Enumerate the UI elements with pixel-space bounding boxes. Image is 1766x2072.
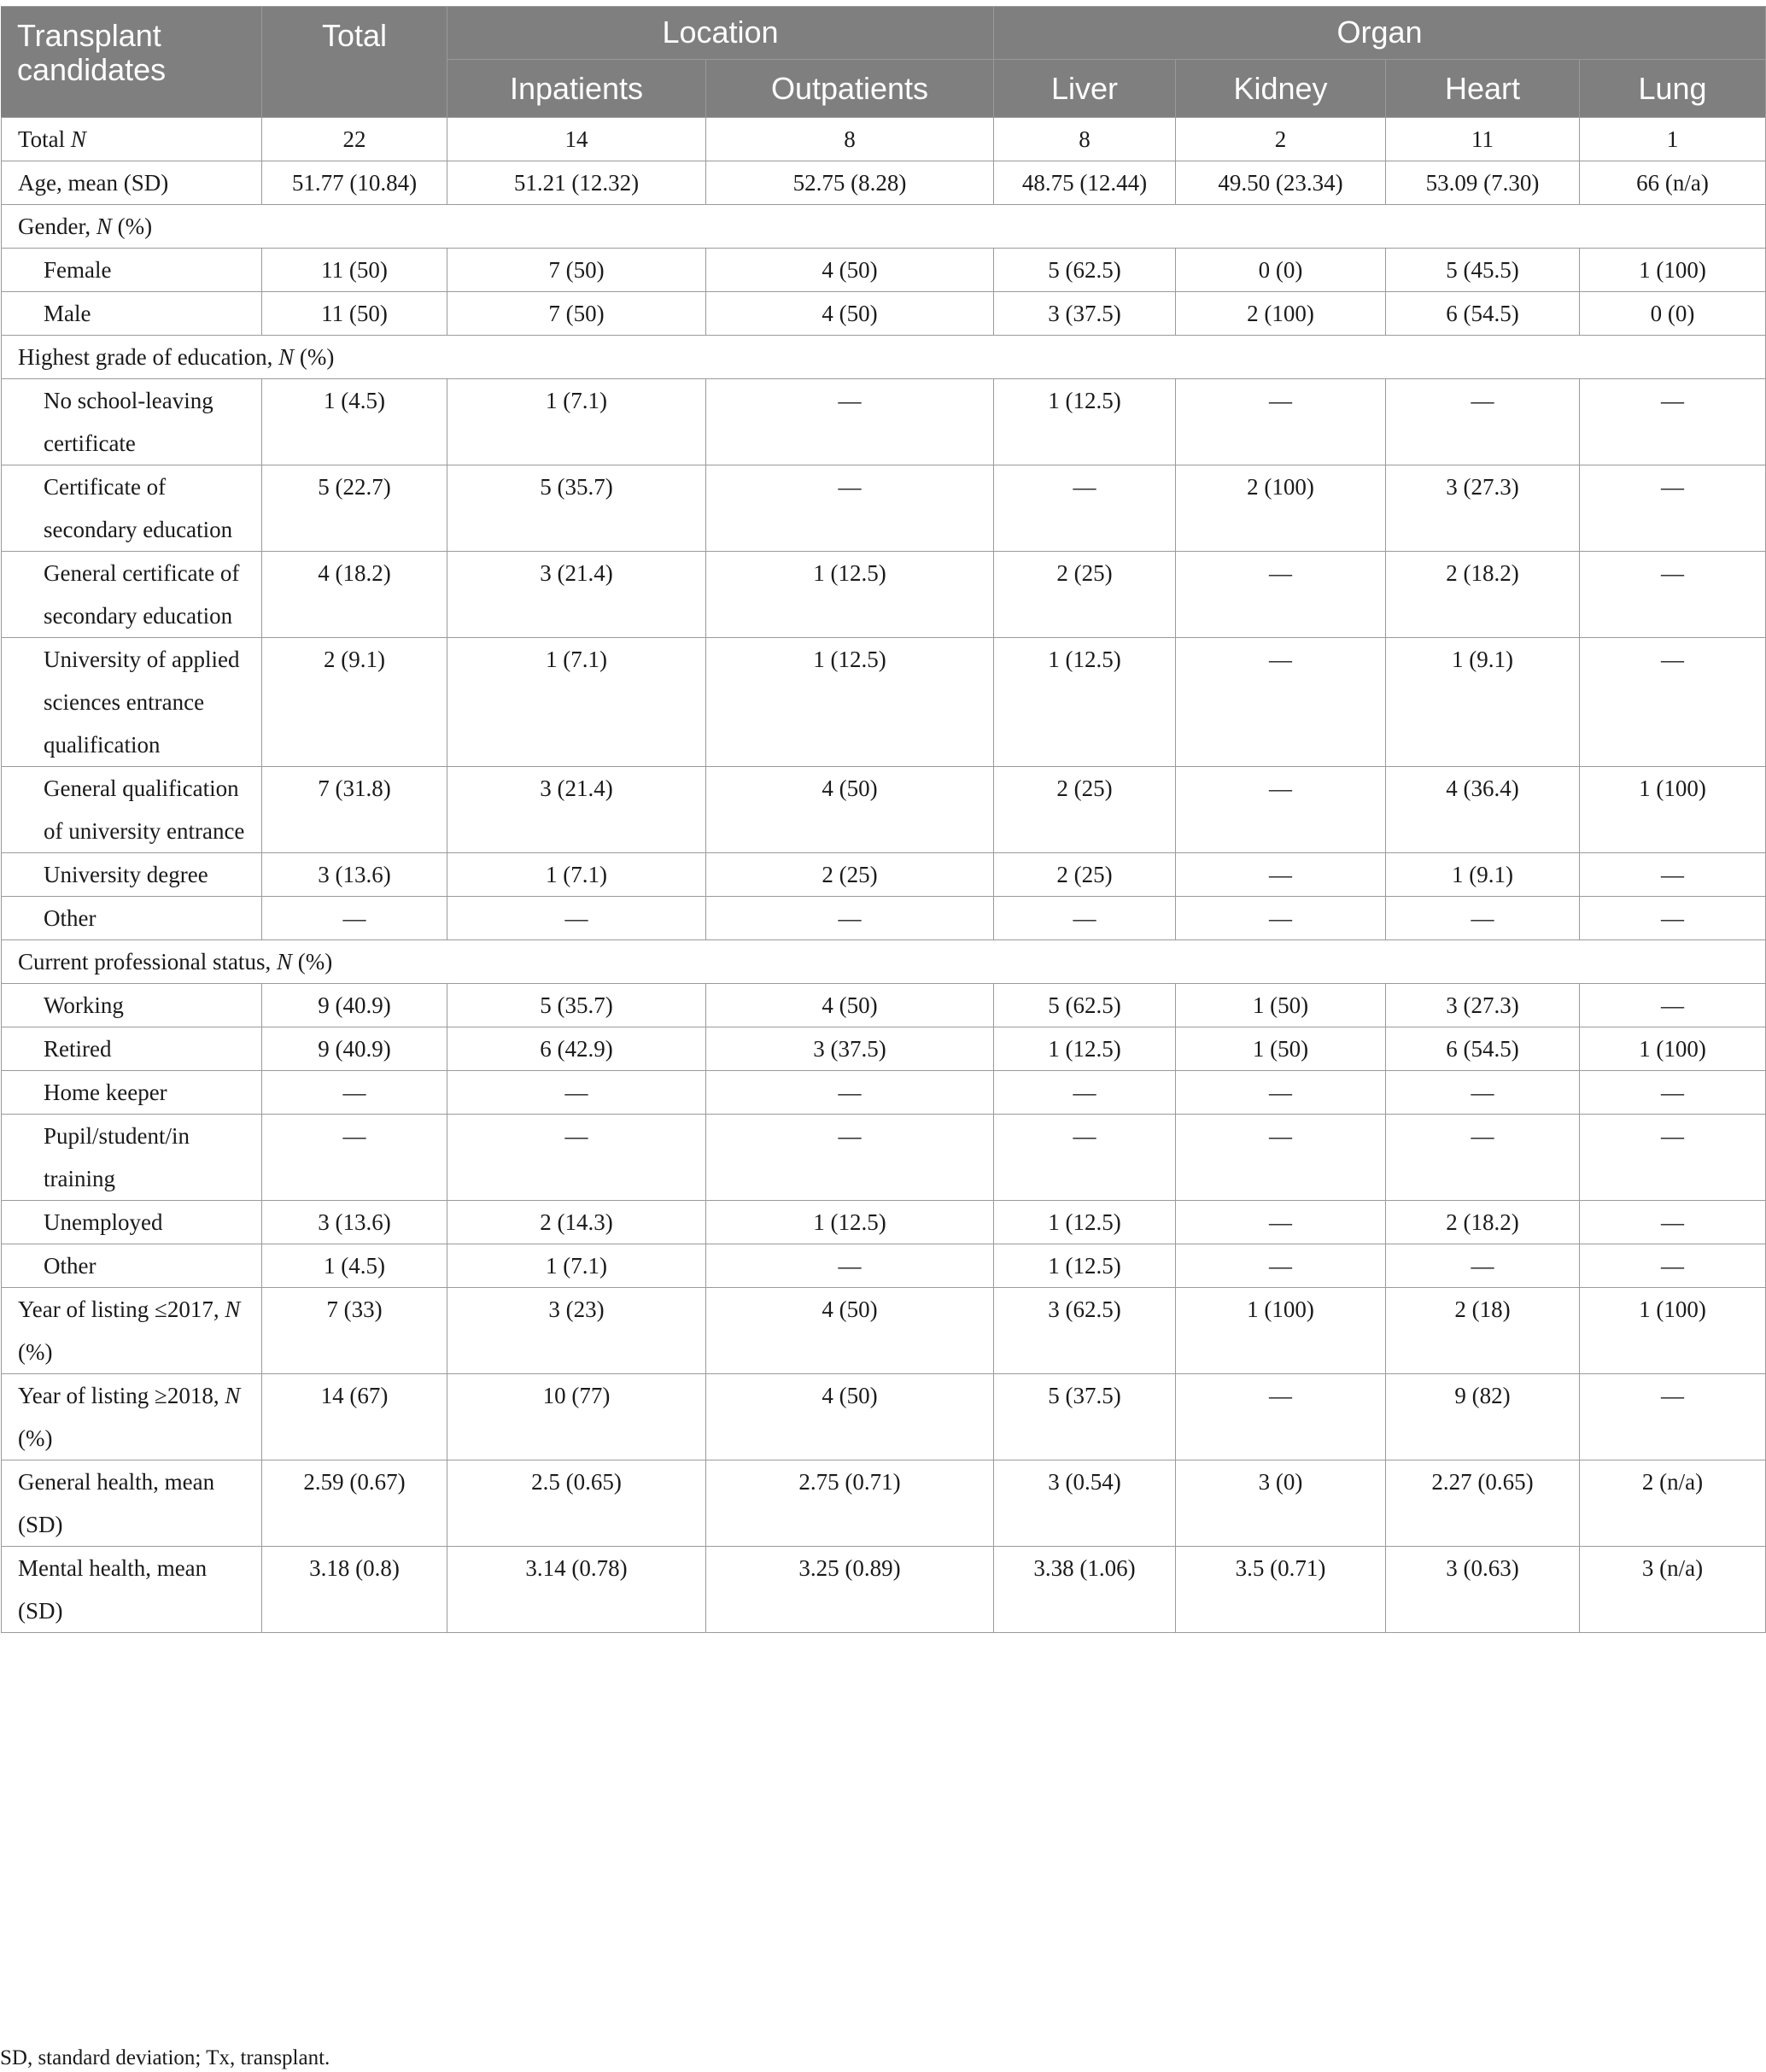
table-row — [2, 767, 1766, 853]
table-cell: 1 (9.1) — [1386, 638, 1580, 767]
table-cell: 14 — [447, 118, 706, 161]
table-cell: 11 (50) — [262, 249, 447, 292]
table-cell: 5 (62.5) — [994, 984, 1176, 1027]
location-group-header: Location — [447, 7, 994, 60]
table-row — [2, 552, 1766, 638]
column-header-heart: Heart — [1386, 60, 1580, 118]
table-row — [2, 984, 1766, 1027]
table-cell: — — [1580, 1374, 1766, 1460]
table-row — [2, 1374, 1766, 1460]
table-cell: 7 (33) — [262, 1288, 447, 1374]
table-cell: 1 (12.5) — [994, 638, 1176, 767]
table-cell: 3 (37.5) — [994, 292, 1176, 336]
table-cell: — — [706, 379, 994, 465]
table-cell: 2 (14.3) — [447, 1201, 706, 1244]
table-cell: 3 (27.3) — [1386, 465, 1580, 552]
table-row — [2, 853, 1766, 897]
table-cell: 1 (4.5) — [262, 1244, 447, 1288]
table-cell: 4 (50) — [706, 292, 994, 336]
table-cell: — — [706, 1244, 994, 1288]
table-cell: 3 (13.6) — [262, 1201, 447, 1244]
table-cell: 1 (12.5) — [706, 638, 994, 767]
table-cell: 7 (50) — [447, 292, 706, 336]
table-cell: 9 (40.9) — [262, 984, 447, 1027]
table-cell: 8 — [994, 118, 1176, 161]
table-cell: 3.38 (1.06) — [994, 1547, 1176, 1633]
table-cell: 1 (12.5) — [994, 1201, 1176, 1244]
table-cell: 2.27 (0.65) — [1386, 1460, 1580, 1547]
table-cell: 0 (0) — [1580, 292, 1766, 336]
table-row — [2, 1460, 1766, 1547]
table-cell: 6 (54.5) — [1386, 1027, 1580, 1071]
table-cell: 3 (13.6) — [262, 853, 447, 897]
table-cell: 3 (37.5) — [706, 1027, 994, 1071]
table-cell: 2 (n/a) — [1580, 1460, 1766, 1547]
row-label: Pupil/student/in training — [2, 1115, 262, 1201]
table-cell: — — [994, 1115, 1176, 1201]
table-cell: 6 (42.9) — [447, 1027, 706, 1071]
row-label: University of applied sciences entrance qualification — [2, 638, 262, 767]
table-cell: 9 (82) — [1386, 1374, 1580, 1460]
table-cell: 8 — [706, 118, 994, 161]
table-cell: 7 (31.8) — [262, 767, 447, 853]
table-cell: 3.5 (0.71) — [1176, 1547, 1386, 1633]
table-row — [2, 638, 1766, 767]
table-cell: — — [1386, 379, 1580, 465]
section-row — [2, 336, 1766, 379]
table-cell: 3 (27.3) — [1386, 984, 1580, 1027]
table-cell: 2 (25) — [706, 853, 994, 897]
table-cell: — — [706, 897, 994, 940]
table-cell: 10 (77) — [447, 1374, 706, 1460]
row-label: Home keeper — [2, 1071, 262, 1115]
row-label: Other — [2, 1244, 262, 1288]
table-cell: 1 (50) — [1176, 984, 1386, 1027]
table-cell: — — [447, 1071, 706, 1115]
table-cell: — — [447, 897, 706, 940]
table-cell: 2 (25) — [994, 552, 1176, 638]
table-cell: — — [1580, 1201, 1766, 1244]
table-cell: 1 (7.1) — [447, 379, 706, 465]
table-cell: — — [1176, 897, 1386, 940]
table-cell: 48.75 (12.44) — [994, 161, 1176, 205]
table-cell: 14 (67) — [262, 1374, 447, 1460]
table-cell: 1 (12.5) — [994, 379, 1176, 465]
table-cell: 1 (7.1) — [447, 638, 706, 767]
table-cell: 1 (100) — [1580, 767, 1766, 853]
table-cell: 3 (0.63) — [1386, 1547, 1580, 1633]
table-row — [2, 1071, 1766, 1115]
row-label: Certificate of secondary education — [2, 465, 262, 552]
table-row — [2, 1244, 1766, 1288]
total-header: Total — [262, 7, 447, 118]
row-label: General certificate of secondary education — [2, 552, 262, 638]
row-label: Other — [2, 897, 262, 940]
table-cell: 5 (45.5) — [1386, 249, 1580, 292]
table-cell: 3.25 (0.89) — [706, 1547, 994, 1633]
table-cell: — — [706, 1071, 994, 1115]
section-row — [2, 205, 1766, 249]
table-cell: — — [1176, 1115, 1386, 1201]
table-row — [2, 465, 1766, 552]
table-cell: — — [1176, 1244, 1386, 1288]
table-cell: — — [1176, 1374, 1386, 1460]
table-cell: 2 (25) — [994, 767, 1176, 853]
organ-group-header: Organ — [994, 7, 1766, 60]
row-label: Unemployed — [2, 1201, 262, 1244]
table-cell: 2 (18) — [1386, 1288, 1580, 1374]
table-cell: — — [262, 1071, 447, 1115]
table-cell: — — [1580, 1115, 1766, 1201]
table-cell: — — [1176, 853, 1386, 897]
table-cell: 2.75 (0.71) — [706, 1460, 994, 1547]
table-cell: — — [994, 1071, 1176, 1115]
table-cell: 3 (21.4) — [447, 552, 706, 638]
table-cell: — — [262, 1115, 447, 1201]
table-cell: 3 (21.4) — [447, 767, 706, 853]
table-row — [2, 379, 1766, 465]
section-label: Gender, N (%) — [2, 205, 1766, 249]
row-label: No school-leaving certificate — [2, 379, 262, 465]
table-cell: — — [994, 897, 1176, 940]
table-row — [2, 249, 1766, 292]
table-cell: 1 — [1580, 118, 1766, 161]
table-cell: 11 (50) — [262, 292, 447, 336]
table-cell: 1 (12.5) — [994, 1244, 1176, 1288]
corner-header: Transplant candidates — [2, 7, 262, 118]
table-row — [2, 1288, 1766, 1374]
table-cell: 4 (36.4) — [1386, 767, 1580, 853]
table-cell: — — [1580, 1244, 1766, 1288]
section-row — [2, 940, 1766, 984]
table-cell: 4 (50) — [706, 249, 994, 292]
row-label: Retired — [2, 1027, 262, 1071]
table-cell: 5 (35.7) — [447, 465, 706, 552]
column-header-outpatients: Outpatients — [706, 60, 994, 118]
table-cell: — — [1176, 767, 1386, 853]
demographics-table — [1, 6, 1766, 1633]
table-cell: — — [706, 465, 994, 552]
table-cell: — — [1386, 1244, 1580, 1288]
table-cell: — — [1580, 638, 1766, 767]
table-footnote: SD, standard deviation; Tx, transplant. — [0, 2046, 330, 2069]
table-cell: 51.77 (10.84) — [262, 161, 447, 205]
table-cell: — — [1386, 1071, 1580, 1115]
table-cell: 1 (12.5) — [706, 552, 994, 638]
table-cell: 6 (54.5) — [1386, 292, 1580, 336]
row-label: Working — [2, 984, 262, 1027]
table-cell: — — [1580, 552, 1766, 638]
column-header-kidney: Kidney — [1176, 60, 1386, 118]
table-cell: 1 (100) — [1176, 1288, 1386, 1374]
table-cell: 3.14 (0.78) — [447, 1547, 706, 1633]
table-header — [2, 7, 1766, 118]
row-label: Year of listing ≤2017, N (%) — [2, 1288, 262, 1374]
table-cell: 66 (n/a) — [1580, 161, 1766, 205]
table-cell: 11 — [1386, 118, 1580, 161]
table-cell: 1 (9.1) — [1386, 853, 1580, 897]
table-row — [2, 1027, 1766, 1071]
table-cell: — — [1580, 1071, 1766, 1115]
table-cell: 3 (n/a) — [1580, 1547, 1766, 1633]
table-cell: — — [1176, 1071, 1386, 1115]
table-cell: 53.09 (7.30) — [1386, 161, 1580, 205]
table-cell: 3 (0) — [1176, 1460, 1386, 1547]
column-header-liver: Liver — [994, 60, 1176, 118]
table-cell: 1 (7.1) — [447, 1244, 706, 1288]
table-cell: — — [1386, 897, 1580, 940]
table-cell: 1 (100) — [1580, 1027, 1766, 1071]
table-cell: — — [1176, 1201, 1386, 1244]
table-cell: — — [1580, 853, 1766, 897]
table-row — [2, 1547, 1766, 1633]
table-cell: 2 (25) — [994, 853, 1176, 897]
table-row — [2, 118, 1766, 161]
row-label: General qualification of university entrance — [2, 767, 262, 853]
table-cell: 2 (18.2) — [1386, 552, 1580, 638]
table-cell: 1 (50) — [1176, 1027, 1386, 1071]
row-label: Age, mean (SD) — [2, 161, 262, 205]
table-cell: 5 (62.5) — [994, 249, 1176, 292]
table-cell: 3 (0.54) — [994, 1460, 1176, 1547]
row-label: Mental health, mean (SD) — [2, 1547, 262, 1633]
table-cell: 2 — [1176, 118, 1386, 161]
table-cell: — — [1176, 552, 1386, 638]
table-cell: 5 (37.5) — [994, 1374, 1176, 1460]
table-cell: 4 (50) — [706, 984, 994, 1027]
table-row — [2, 1115, 1766, 1201]
table-cell: — — [262, 897, 447, 940]
table-cell: — — [447, 1115, 706, 1201]
table-cell: 5 (35.7) — [447, 984, 706, 1027]
row-label: Total N — [2, 118, 262, 161]
table-cell: 1 (4.5) — [262, 379, 447, 465]
table-cell: — — [1580, 984, 1766, 1027]
table-cell: 1 (7.1) — [447, 853, 706, 897]
table-cell: — — [706, 1115, 994, 1201]
row-label: Male — [2, 292, 262, 336]
table-cell: 3.18 (0.8) — [262, 1547, 447, 1633]
table-row — [2, 292, 1766, 336]
table-cell: 9 (40.9) — [262, 1027, 447, 1071]
column-header-inpatients: Inpatients — [447, 60, 706, 118]
table-cell: 4 (50) — [706, 1374, 994, 1460]
table-cell: 1 (100) — [1580, 1288, 1766, 1374]
row-label: Year of listing ≥2018, N (%) — [2, 1374, 262, 1460]
table-cell: 51.21 (12.32) — [447, 161, 706, 205]
table-row — [2, 161, 1766, 205]
table-cell: 5 (22.7) — [262, 465, 447, 552]
table-cell: 22 — [262, 118, 447, 161]
table-cell: 1 (12.5) — [994, 1027, 1176, 1071]
table-cell: 4 (18.2) — [262, 552, 447, 638]
table-cell: — — [1580, 379, 1766, 465]
section-label: Highest grade of education, N (%) — [2, 336, 1766, 379]
table-container — [0, 6, 1766, 1633]
row-label: University degree — [2, 853, 262, 897]
section-label: Current professional status, N (%) — [2, 940, 1766, 984]
table-cell: 52.75 (8.28) — [706, 161, 994, 205]
table-cell: 2 (100) — [1176, 292, 1386, 336]
table-cell: 7 (50) — [447, 249, 706, 292]
table-body — [2, 118, 1766, 1633]
table-cell: 4 (50) — [706, 767, 994, 853]
table-cell: — — [1580, 897, 1766, 940]
table-cell: 3 (23) — [447, 1288, 706, 1374]
table-cell: — — [1176, 638, 1386, 767]
table-cell: 3 (62.5) — [994, 1288, 1176, 1374]
row-label: Female — [2, 249, 262, 292]
row-label: General health, mean (SD) — [2, 1460, 262, 1547]
table-row — [2, 897, 1766, 940]
table-cell: 2.59 (0.67) — [262, 1460, 447, 1547]
table-cell: 2 (100) — [1176, 465, 1386, 552]
table-cell: 2 (9.1) — [262, 638, 447, 767]
table-cell: — — [1386, 1115, 1580, 1201]
table-cell: 2 (18.2) — [1386, 1201, 1580, 1244]
column-header-lung: Lung — [1580, 60, 1766, 118]
table-row — [2, 1201, 1766, 1244]
table-cell: — — [1580, 465, 1766, 552]
table-cell: — — [1176, 379, 1386, 465]
table-cell: 49.50 (23.34) — [1176, 161, 1386, 205]
table-cell: 4 (50) — [706, 1288, 994, 1374]
table-cell: 1 (12.5) — [706, 1201, 994, 1244]
table-cell: 1 (100) — [1580, 249, 1766, 292]
table-cell: 2.5 (0.65) — [447, 1460, 706, 1547]
table-cell: 0 (0) — [1176, 249, 1386, 292]
table-cell: — — [994, 465, 1176, 552]
